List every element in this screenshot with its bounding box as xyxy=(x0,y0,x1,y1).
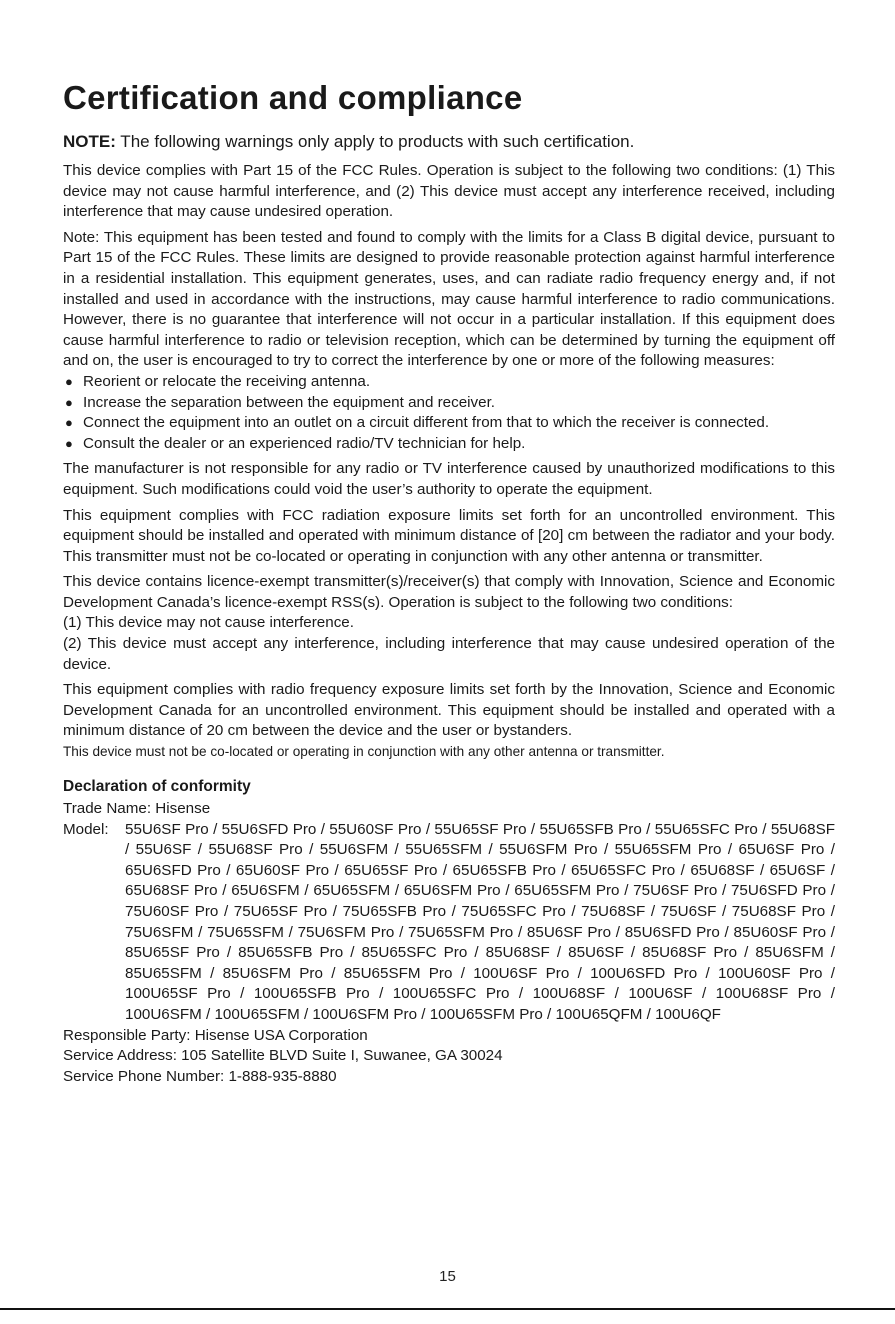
interference-measures-list xyxy=(63,372,835,454)
certification-note xyxy=(63,131,835,153)
responsible-party: Responsible Party: Hisense USA Corporation xyxy=(63,1026,368,1044)
model-label: Model: xyxy=(63,820,109,838)
note-label: NOTE: xyxy=(63,132,116,151)
model-numbers: 55U6SF Pro / 55U6SFD Pro / 55U60SF Pro / 55U65SF Pro / 55U65SFB Pro / 55U65SFC Pro / 55U68SF / 55U6SF / 55U68SF Pro / 55U6SFM / 55U65SFM / 55U6SFM Pro / 55U65SFM Pro / 65U6SF Pro / 65U6SFD Pro / 65U60SF Pro / 65U65SF Pro / 65U65SFB Pro / 65U65SFC Pro / 65U68SF / 65U6SF / 65U68SF Pro / 65U6SFM / 65U65SFM / 65U6SFM Pro / 65U65SFM Pro / 75U6SF Pro / 75U6SFD Pro / 75U60SF Pro / 75U65SF Pro / 75U65SFB Pro / 75U65SFC Pro / 75U68SF / 75U6SF / 75U68SF Pro / 75U6SFM / 75U65SFM / 75U6SFM Pro / 75U65SFM Pro / 85U6SF Pro / 85U6SFD Pro / 85U60SF Pro / 85U65SF Pro / 85U65SFB Pro / 85U65SFC Pro / 85U68SF / 85U6SF / 85U68SF Pro / 85U6SFM / 85U65SFM / 85U6SFM Pro / 85U65SFM Pro / 100U6SF Pro / 100U6SFD Pro / 100U60SF Pro / 100U65SF Pro / 100U65SFB Pro / 100U65SFC Pro / 100U68SF / 100U6SF / 100U68SF Pro / 100U6SFM / 100U65SFM / 100U6SFM Pro / 100U65SFM Pro / 100U65QFM / 100U6QF xyxy=(125,820,835,1023)
manufacturer-paragraph: The manufacturer is not responsible for any radio or TV interference caused by unauthorized modifications to this equipment. Such modifications could void the user’s authority to operate the equipment. xyxy=(63,460,835,498)
list-item: ● Increase the separation between the equipment and receiver. xyxy=(63,393,835,414)
declaration-heading: Declaration of conformity xyxy=(63,778,251,796)
bullet-icon: ● xyxy=(65,373,73,389)
page-title: Certification and compliance xyxy=(63,79,523,116)
declaration-section xyxy=(63,776,835,1087)
bottom-divider xyxy=(0,1308,895,1310)
note-text: The following warnings only apply to products with such certification. xyxy=(115,132,635,151)
ised-intro-paragraph: This device contains licence-exempt transmitter(s)/receiver(s) that comply with Innovation, Science and Economic Development Canada’s licence-exempt RSS(s). Operation is subject to the following two conditions: xyxy=(63,573,835,611)
ised-condition-2: (2) This device must accept any interference, including interference that may cause undesired operation of the device. xyxy=(63,635,835,673)
page-number: 15 xyxy=(439,1268,456,1285)
bullet-icon: ● xyxy=(65,415,73,431)
service-phone: Service Phone Number: 1-888-935-8880 xyxy=(63,1067,337,1085)
fcc-part15-paragraph: This device complies with Part 15 of the FCC Rules. Operation is subject to the following two conditions: (1) This device may not cause harmful interference, and (2) This device must accept any interference received, including interference that may cause undesired operation. xyxy=(63,162,835,221)
list-item: ● Consult the dealer or an experienced radio/TV technician for help. xyxy=(63,434,835,455)
fcc-radiation-paragraph: This equipment complies with FCC radiation exposure limits set forth for an uncontrolled environment. This equipment should be installed and operated with minimum distance of [20] cm between the radiator and your body. This transmitter must not be co-located or operating in conjunction with any other antenna or transmitter. xyxy=(63,506,835,565)
bullet-icon: ● xyxy=(65,435,73,451)
bullet-icon: ● xyxy=(65,394,73,410)
class-b-paragraph: Note: This equipment has been tested and found to comply with the limits for a Class B digital device, pursuant to Part 15 of the FCC Rules. These limits are designed to provide reasonable protection against harmful interference in a residential installation. This equipment generates, uses, and can radiate radio frequency energy and, if not installed and used in accordance with the instructions, may cause harmful interference to radio communications. However, there is no guarantee that interference will not occur in a particular installation. If this equipment does cause harmful interference to radio or television reception, which can be determined by turning the equipment off and on, the user is encouraged to try to correct the interference by one or more of the following measures: xyxy=(63,228,835,370)
trade-name: Trade Name: Hisense xyxy=(63,800,211,818)
ised-condition-1: (1) This device may not cause interference. xyxy=(63,614,354,632)
service-address: Service Address: 105 Satellite BLVD Suite I, Suwanee, GA 30024 xyxy=(63,1047,503,1065)
document-page xyxy=(63,78,835,1087)
ised-radiation-paragraph: This equipment complies with radio frequency exposure limits set forth by the Innovation, Science and Economic Development Canada for an uncontrolled environment. This equipment should be installed and operated with a minimum distance of 20 cm between the device and the user or bystanders. xyxy=(63,681,835,740)
list-item: ● Connect the equipment into an outlet on a circuit different from that to which the receiver is connected. xyxy=(63,413,835,434)
colocation-paragraph: This device must not be co-located or operating in conjunction with any other antenna or transmitter. xyxy=(63,744,665,760)
list-item: ● Reorient or relocate the receiving antenna. xyxy=(63,372,835,393)
model-list xyxy=(63,820,835,1026)
